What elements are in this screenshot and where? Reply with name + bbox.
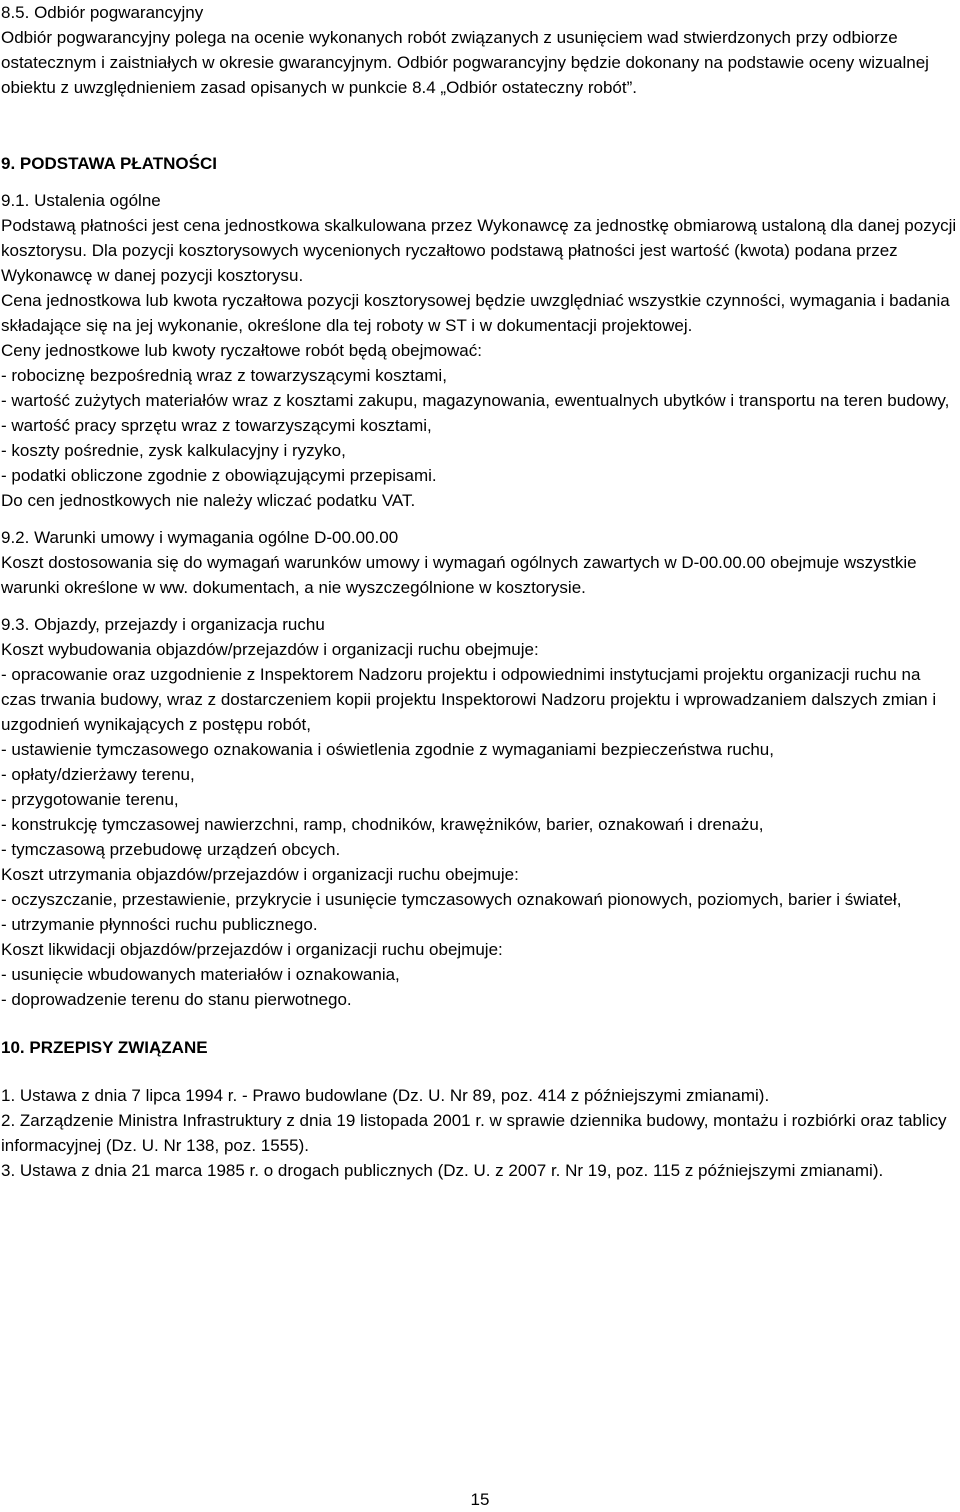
section-9-1-paragraph: Ceny jednostkowe lub kwoty ryczałtowe robót będą obejmować: <box>1 341 482 360</box>
section-9-1-paragraph: Cena jednostkowa lub kwota ryczałtowa pozycji kosztorysowej będzie uwzględniać wszystkie czynności, wymagania i badania składające się na jej wykonanie, określone dla tej roboty w ST i w dokumentacji projektowej. <box>1 291 950 335</box>
list-item: - wartość pracy sprzętu wraz z towarzyszącymi kosztami, <box>1 416 432 435</box>
regulation-item: 3. Ustawa z dnia 21 marca 1985 r. o drogach publicznych (Dz. U. z 2007 r. Nr 19, poz. 115 z późniejszymi zmianami). <box>1 1161 884 1180</box>
list-item: - konstrukcję tymczasowej nawierzchni, ramp, chodników, krawężników, barier, oznakowań i drenażu, <box>1 815 764 834</box>
list-item: - koszty pośrednie, zysk kalkulacyjny i ryzyko, <box>1 441 346 460</box>
section-9-2-text: Koszt dostosowania się do wymagań warunków umowy i wymagań ogólnych zawartych w D-00.00.00 obejmuje wszystkie warunki określone w ww. dokumentach, a nie wyszczególnione w kosztorysie. <box>1 553 917 597</box>
list-item: - opłaty/dzierżawy terenu, <box>1 765 195 784</box>
list-item: - robociznę bezpośrednią wraz z towarzyszącymi kosztami, <box>1 366 447 385</box>
section-8-5-heading: 8.5. Odbiór pogwarancyjny <box>1 3 204 22</box>
section-9-1-heading: 9.1. Ustalenia ogólne <box>1 191 161 210</box>
regulation-item: 1. Ustawa z dnia 7 lipca 1994 r. - Prawo budowlane (Dz. U. Nr 89, poz. 414 z późniejszymi zmianami). <box>1 1086 770 1105</box>
list-item: - tymczasową przebudowę urządzeń obcych. <box>1 840 341 859</box>
section-10-heading: 10. PRZEPISY ZWIĄZANE <box>1 1038 208 1057</box>
list-item: - przygotowanie terenu, <box>1 790 179 809</box>
list-item: - ustawienie tymczasowego oznakowania i oświetlenia zgodnie z wymaganiami bezpieczeństwa ruchu, <box>1 740 774 759</box>
section-9-1-paragraph: Podstawą płatności jest cena jednostkowa skalkulowana przez Wykonawcę za jednostkę obmiarową ustaloną dla danej pozycji kosztorysu. Dla pozycji kosztorysowych wycenionych ryczałtowo podstawą płatności jest wartość (kwota) podana przez Wykonawcę w danej pozycji kosztorysu. <box>1 216 957 285</box>
regulation-item: 2. Zarządzenie Ministra Infrastruktury z dnia 19 listopada 2001 r. w sprawie dziennika budowy, montażu i rozbiórki oraz tablicy informacyjnej (Dz. U. Nr 138, poz. 1555). <box>1 1111 947 1155</box>
list-item: - oczyszczanie, przestawienie, przykrycie i usunięcie tymczasowych oznakowań pionowych, poziomych, barier i świateł, <box>1 890 902 909</box>
list-item: - utrzymanie płynności ruchu publicznego. <box>1 915 318 934</box>
section-9-3-intro: Koszt wybudowania objazdów/przejazdów i organizacji ruchu obejmuje: <box>1 640 539 659</box>
list-item: - opracowanie oraz uzgodnienie z Inspektorem Nadzoru projektu i odpowiednimi instytucjami projektu organizacji ruchu na czas trwania budowy, wraz z dostarczeniem kopii projektu Inspektorowi Nadzoru projektu i wprowadzaniem dalszych zmian i uzgodnień wynikających z postępu robót, <box>1 665 937 734</box>
section-9-2-heading: 9.2. Warunki umowy i wymagania ogólne D-00.00.00 <box>1 528 399 547</box>
section-9-1-paragraph: Do cen jednostkowych nie należy wliczać podatku VAT. <box>1 491 416 510</box>
section-8-5-text: Odbiór pogwarancyjny polega na ocenie wykonanych robót związanych z usunięciem wad stwierdzonych przy odbiorze ostatecznym i zaistniałych w okresie gwarancyjnym. Odbiór pogwarancyjny będzie dokonany na podstawie oceny wizualnej obiektu z uwzględnieniem zasad opisanych w punkcie 8.4 „Odbiór ostateczny robót”. <box>1 28 929 97</box>
list-item: - podatki obliczone zgodnie z obowiązującymi przepisami. <box>1 466 437 485</box>
list-item: - wartość zużytych materiałów wraz z kosztami zakupu, magazynowania, ewentualnych ubytków i transportu na teren budowy, <box>1 391 950 410</box>
list-item: - usunięcie wbudowanych materiałów i oznakowania, <box>1 965 400 984</box>
section-9-3-heading: 9.3. Objazdy, przejazdy i organizacja ruchu <box>1 615 325 634</box>
page-number: 15 <box>470 1490 490 1509</box>
section-9-3-intro: Koszt likwidacji objazdów/przejazdów i organizacji ruchu obejmuje: <box>1 940 503 959</box>
section-9-heading: 9. PODSTAWA PŁATNOŚCI <box>1 154 217 173</box>
document-page <box>1 0 957 1183</box>
section-9-3-intro: Koszt utrzymania objazdów/przejazdów i organizacji ruchu obejmuje: <box>1 865 519 884</box>
list-item: - doprowadzenie terenu do stanu pierwotnego. <box>1 990 352 1009</box>
